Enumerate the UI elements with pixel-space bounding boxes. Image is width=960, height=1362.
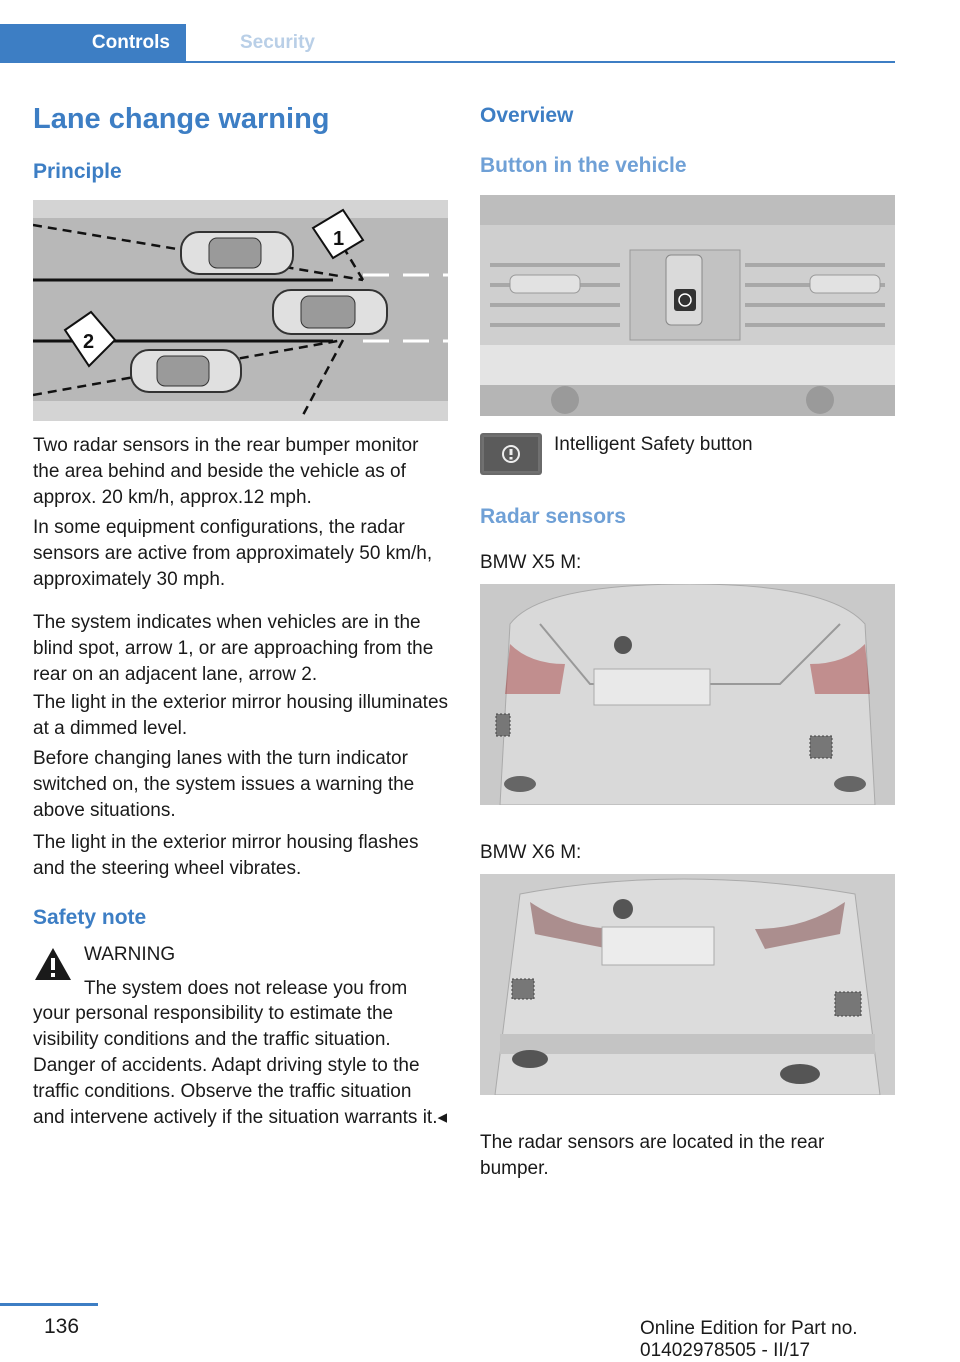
dashboard-button-photo bbox=[480, 195, 895, 416]
button-caption: Intelligent Safety button bbox=[554, 434, 753, 455]
warning-text-body: your personal responsibility to estimate the visibility conditions and the traffic situation. Danger of accidents. Adapt driving style to the traffic conditions. Observe the traffic situation and intervene actively if the situation warrants it.◂ bbox=[33, 1003, 448, 1128]
paragraph-before-changing: Before changing lanes with the turn indicator switched on, the system issues a warning the above situations. bbox=[33, 748, 415, 821]
paragraph-indicates: The system indicates when vehicles are in the blind spot, arrow 1, or are approaching from the rear on an adjacent lane, arrow 2. bbox=[33, 612, 434, 685]
section-tab-bar bbox=[0, 24, 895, 63]
x5-label: BMW X5 M: bbox=[480, 552, 582, 573]
bmw-x6-rear-photo bbox=[480, 874, 895, 1095]
bmw-x5-rear-photo bbox=[480, 584, 895, 805]
paragraph-flashes: The light in the exterior mirror housing flashes and the steering wheel vibrates. bbox=[33, 832, 419, 879]
page-title: Lane change warning bbox=[33, 103, 330, 135]
edition-footer: Online Edition for Part no. 01402978505 - II/17 bbox=[640, 1318, 858, 1361]
car-top bbox=[181, 232, 293, 274]
page-number: 136 bbox=[44, 1315, 80, 1338]
paragraph-radar-intro: Two radar sensors in the rear bumper monitor the area behind and beside the vehicle as of approx. 20 km/h, approx.12 mph. bbox=[33, 435, 419, 508]
paragraph-mirror-light: The light in the exterior mirror housing illuminates at a dimmed level. bbox=[33, 692, 449, 739]
svg-text:1: 1 bbox=[333, 228, 345, 250]
warning-text-first-line: The system does not release you from bbox=[84, 978, 408, 999]
footer-rule bbox=[0, 1303, 98, 1306]
button-in-vehicle-heading: Button in the vehicle bbox=[480, 154, 687, 177]
car-bottom bbox=[131, 350, 241, 392]
lane-change-diagram bbox=[33, 200, 448, 421]
overview-heading: Overview bbox=[480, 104, 574, 127]
safety-note-heading: Safety note bbox=[33, 906, 147, 929]
tab-controls[interactable]: Controls bbox=[0, 24, 186, 61]
closing-paragraph: The radar sensors are located in the rear bumper. bbox=[480, 1132, 825, 1179]
paragraph-equipment: In some equipment configurations, the radar sensors are active from approximately 50 km/h, approximately 30 mph. bbox=[33, 517, 433, 590]
svg-text:2: 2 bbox=[83, 331, 95, 353]
radar-sensors-heading: Radar sensors bbox=[480, 505, 626, 528]
warning-triangle-icon bbox=[33, 946, 73, 982]
intelligent-safety-button-icon bbox=[480, 433, 542, 475]
x6-label: BMW X6 M: bbox=[480, 842, 582, 863]
tab-security[interactable]: Security bbox=[240, 32, 315, 53]
principle-heading: Principle bbox=[33, 160, 122, 183]
car-middle bbox=[273, 290, 387, 334]
warning-label: WARNING bbox=[84, 944, 176, 965]
